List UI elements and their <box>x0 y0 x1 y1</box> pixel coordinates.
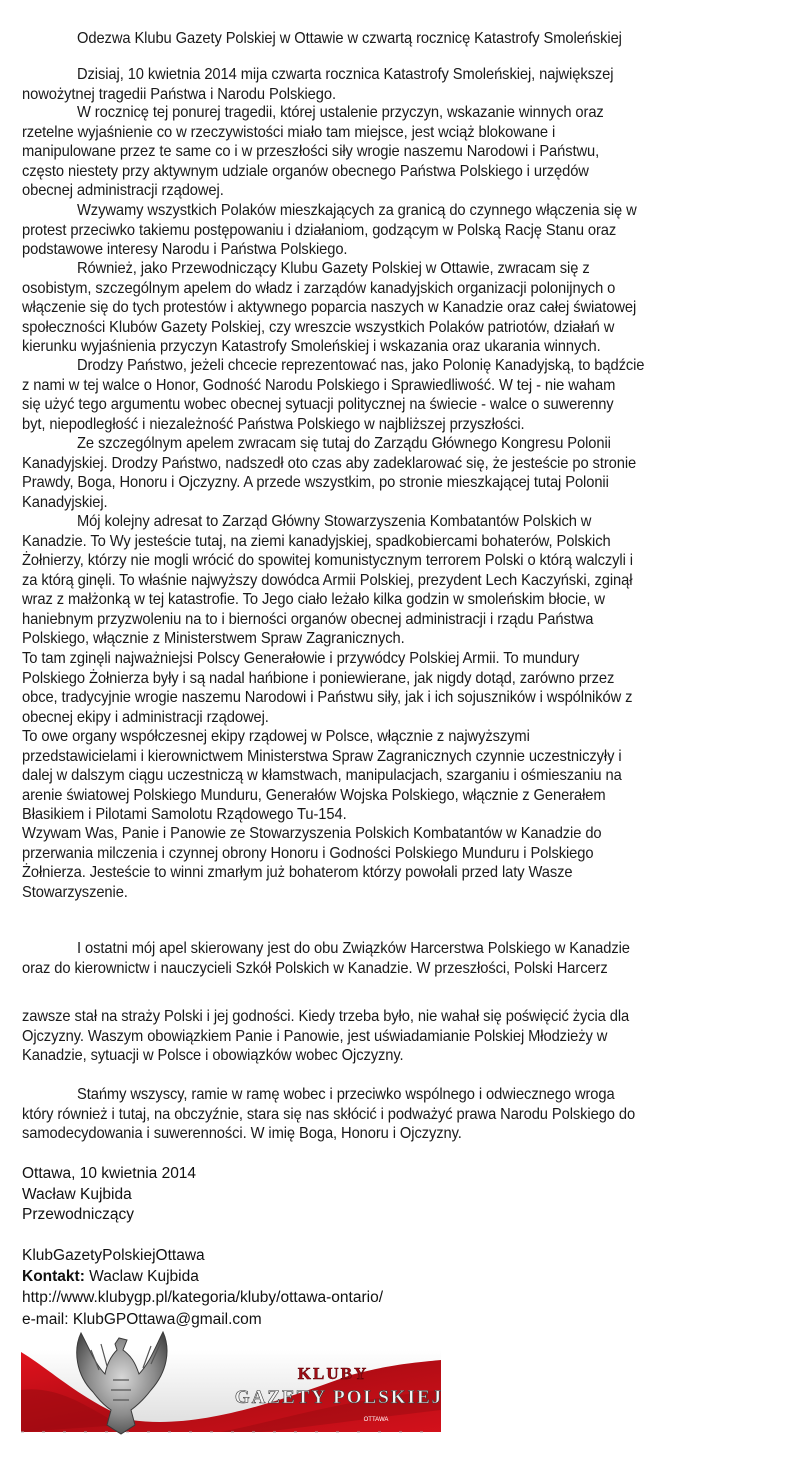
paragraph-line: To tam zginęli najważniejsi Polscy Generałowie i przywódcy Polskiej Armii. To mundury <box>22 650 580 667</box>
paragraph-line: Żołnierzy, którzy nie mogli wrócić do spowitej komunistycznym terrorem Polski o którą walczyli i <box>22 552 633 569</box>
paragraph-line: podstawowe interesy Narodu i Państwa Polskiego. <box>22 241 348 258</box>
contact-club-name: KlubGazetyPolskiejOttawa <box>22 1247 205 1264</box>
paragraph-line: oraz do kierownictw i nauczycieli Szkół Polskich w Kanadzie. W przeszłości, Polski Harcerz <box>22 959 608 977</box>
paragraph-line: Błasikiem i Pilotami Samolotu Rządowego Tu-154. <box>22 806 347 823</box>
paragraph-line: To owe organy współczesnej ekipy rządowej w Polsce, włącznie z najwyższymi <box>22 728 530 745</box>
paragraph-line: Polskiego, włącznie z Ministerstwem Spraw Zagranicznych. <box>22 630 405 647</box>
paragraph-line: Kanadzie, sytuacji w Polsce i obowiązków wobec Ojczyzny. <box>22 1047 404 1064</box>
paragraph-line: Prawdy, Boga, Honoru i Ojczyzny. A przede wszystkim, po stronie mieszkającej tutaj Polonii <box>22 474 609 491</box>
paragraph-line: Wzywam Was, Panie i Panowie ze Stowarzyszenia Polskich Kombatantów w Kanadzie do <box>22 825 602 842</box>
paragraph-line: protest przeciwko takiemu postępowaniu i działaniom, godzącym w Polską Rację Stanu oraz <box>22 221 617 239</box>
paragraph-line: byt, niepodległość i niezależność Państwa Polskiego w najbliższej przyszłości. <box>22 415 525 433</box>
paragraph-line: rzetelne wyjaśnienie co w rzeczywistości miało tam miejsce, jest wciąż blokowane i <box>22 123 556 141</box>
contact-label: Kontakt: <box>22 1268 85 1285</box>
paragraph-line: przerwania milczenia i czynnej obrony Honoru i Godności Polskiego Munduru i Polskiego <box>22 844 594 862</box>
club-banner <box>21 1330 441 1442</box>
paragraph-line: za którą ginęli. To właśnie najwyższy dowódca Armii Polskiej, prezydent Lech Kaczyński, zginął <box>22 571 633 589</box>
document-title: Odezwa Klubu Gazety Polskiej w Ottawie w czwartą rocznicę Katastrofy Smoleńskiej <box>77 30 622 47</box>
paragraph-line: Drodzy Państwo, jeżeli chcecie reprezentować nas, jako Polonię Kanadyjską, to bądźcie <box>77 357 645 374</box>
contact-url-link[interactable]: http://www.klubygp.pl/kategoria/kluby/ottawa-ontario/ <box>22 1289 383 1306</box>
banner-subtitle: OTTAWA <box>363 1417 389 1423</box>
paragraph-line: Polskiego Żołnierza były i są nadal hańbione i poniewierane, jak nigdy dotąd, zarówno przez <box>22 669 615 687</box>
paragraph-line: I ostatni mój apel skierowany jest do obu Związków Harcerstwa Polskiego w Kanadzie <box>77 940 630 957</box>
paragraph-line: się użyć tego argumentu wobec obecnej sytuacji politycznej na świecie - walce o suwerenny <box>22 396 614 413</box>
paragraph-line: dalej w dalszym ciągu uczestniczą w kłamstwach, manipulacjach, szarganiu i ośmieszaniu na <box>22 767 622 784</box>
paragraph-line: obecnej administracji rządowej. <box>22 182 224 199</box>
paragraph-line: obce, tradycyjnie wrogie naszemu Narodowi i Państwu siły, jak i ich sojuszników i wspólników z <box>22 689 633 706</box>
paragraph-line: manipulowane przez te same co i w przeszłości siły wrogie naszemu Narodowi i Państwu, <box>22 143 600 160</box>
paragraph-line: zawsze stał na straży Polski i jej godności. Kiedy trzeba było, nie wahał się poświęcić życia dla <box>22 1008 630 1025</box>
paragraph-line: arenie światowej Polskiego Munduru, Generałów Wojska Polskiego, włącznie z Generałem <box>22 786 606 804</box>
paragraph-line: nowożytnej tragedii Państwa i Narodu Polskiego. <box>22 85 336 103</box>
contact-person: Waclaw Kujbida <box>84 1268 199 1285</box>
paragraph-line: Ze szczególnym apelem zwracam się tutaj do Zarządu Głównego Kongresu Polonii <box>77 435 611 452</box>
contact-line <box>22 1267 199 1287</box>
paragraph-line: Ojczyzny. Waszym obowiązkiem Panie i Panowie, jest uświadamianie Polskiej Młodzieży w <box>22 1027 608 1045</box>
paragraph-line: często niestety przy aktywnym udziale organów obecnego Państwa Polskiego i urzędów <box>22 162 589 180</box>
paragraph-line: wraz z małżonką w tej katastrofie. To Jego ciało leżało kilka godzin w smoleńskim błocie, w <box>22 591 605 608</box>
paragraph-line: Wzywamy wszystkich Polaków mieszkających za granicą do czynnego włączenia się w <box>77 202 637 219</box>
paragraph-line: obecnej ekipy i administracji rządowej. <box>22 708 269 726</box>
paragraph-line: samodecydowania i suwerenności. W imię Boga, Honoru i Ojczyzny. <box>22 1125 462 1142</box>
paragraph-line: osobistym, szczególnym apelem do władz i zarządów kanadyjskich organizacji polonijnych o <box>22 279 616 297</box>
paragraph-line: Dzisiaj, 10 kwietnia 2014 mija czwarta rocznica Katastrofy Smoleńskiej, największej <box>77 66 614 83</box>
signature-name: Wacław Kujbida <box>22 1186 132 1203</box>
paragraph-line: Kanadzie. To Wy jesteście tutaj, na ziemi kanadyjskiej, spadkobiercami bohaterów, Polskich <box>22 532 611 550</box>
paragraph-line: z nami w tej walce o Honor, Godność Narodu Polskiego i Sprawiedliwość. W tej - nie waham <box>22 376 616 394</box>
paragraph-line: Kanadyjskiej. <box>22 493 108 511</box>
banner-title-kluby: KLUBY <box>297 1364 369 1383</box>
paragraph-line: przedstawicielami i kierownictwem Ministerstwa Spraw Zagranicznych czynnie uczestniczyły i <box>22 747 622 765</box>
signature-place-date: Ottawa, 10 kwietnia 2014 <box>22 1165 197 1182</box>
paragraph-line: Stowarzyszenie. <box>22 883 128 901</box>
banner-image <box>21 1330 441 1442</box>
paragraph-line: Mój kolejny adresat to Zarząd Główny Stowarzyszenia Kombatantów Polskich w <box>77 513 592 530</box>
paragraph-line: haniebnym przyzwoleniu na to i bierności organów obecnej administracji i rządu Państwa <box>22 610 594 628</box>
signature-role: Przewodniczący <box>22 1206 134 1223</box>
paragraph-line: który również i tutaj, na obczyźnie, stara się nas skłócić i podważyć prawa Narodu Polskiego do <box>22 1105 636 1123</box>
contact-email-link[interactable]: e-mail: KlubGPOttawa@gmail.com <box>22 1311 262 1328</box>
paragraph-line: Również, jako Przewodniczący Klubu Gazety Polskiej w Ottawie, zwracam się z <box>77 260 590 277</box>
banner-title-gazety: GAZETY POLSKIEJ <box>234 1387 441 1408</box>
paragraph-line: włączenie się do tych protestów i aktywnego poparcia naszych w Kanadzie oraz całej światowej <box>22 299 637 316</box>
paragraph-line: Kanadyjskiej. Drodzy Państwo, nadszedł oto czas aby zadeklarować się, że jesteście po stronie <box>22 454 637 472</box>
paragraph-line: W rocznicę tej ponurej tragedii, której ustalenie przyczyn, wskazanie winnych oraz <box>77 104 604 121</box>
paragraph-line: Stańmy wszyscy, ramie w ramę wobec i przeciwko wspólnego i odwiecznego wroga <box>77 1086 615 1103</box>
paragraph-line: kierunku wyjaśnienia przyczyn Katastrofy Smoleńskiej i wskazania oraz ukarania winnych. <box>22 338 601 355</box>
paragraph-line: społeczności Klubów Gazety Polskiej, czy wreszcie wszystkich Polaków patriotów, działań w <box>22 318 615 336</box>
paragraph-line: Żołnierza. Jesteście to winni zmarłym już bohaterom którzy powołali przed laty Wasze <box>22 864 573 881</box>
